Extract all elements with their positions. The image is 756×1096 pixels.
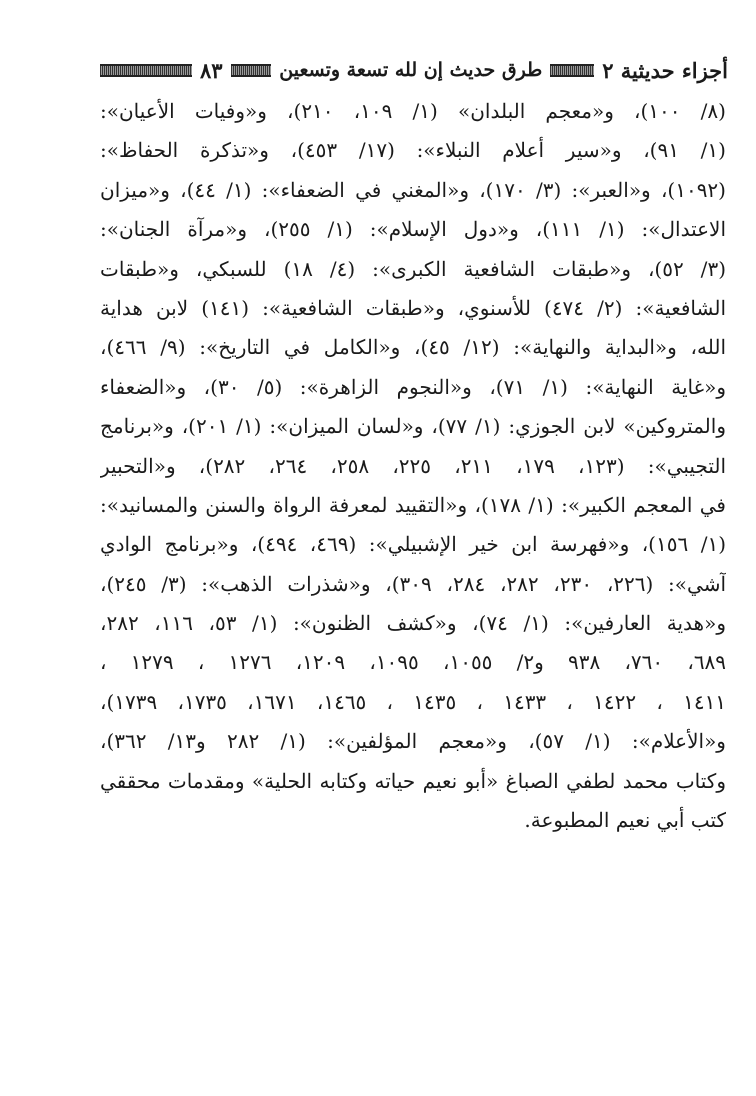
text-line: (٣/ ٥٢)، و«طبقات الشافعية الكبرى»: (٤/ ١٨) للسبكي، و«طبقات <box>100 256 726 281</box>
body-text <box>100 92 726 840</box>
text-line: الله، و«البداية والنهاية»: (١٢/ ٤٥)، و«الكامل في التاريخ»: (٩/ ٤٦٦)، <box>100 335 726 360</box>
chapter-title: طرق حديث إن لله تسعة وتسعين <box>279 59 543 81</box>
text-line: و«هدية العارفين»: (١/ ٧٤)، و«كشف الظنون»: (١/ ٥٣، ١١٦، ٢٨٢، <box>100 611 726 636</box>
text-line: وكتاب محمد لطفي الصباغ «أبو نعيم حياته وكتابه الحلية» ومقدمات محققي <box>100 768 726 793</box>
text-line: ١٤١١ ، ١٤٢٢ ، ١٤٣٣ ، ١٤٣٥ ، ١٤٦٥، ١٦٧١، ١٧٣٥، ١٧٣٩)، <box>100 689 726 714</box>
text-line: (٨/ ١٠٠)، و«معجم البلدان» (١/ ١٠٩، ٢١٠)، و«وفيات الأعيان»: <box>100 99 726 123</box>
running-header <box>100 50 728 90</box>
text-line: (١/ ١٥٦)، و«فهرسة ابن خير الإشبيلي»: (٤٦٩، ٤٩٤)، و«برنامج الوادي <box>100 532 726 557</box>
text-line: و«غاية النهاية»: (١/ ٧١)، و«النجوم الزاهرة»: (٥/ ٣٠)، و«الضعفاء <box>100 374 726 399</box>
text-line: الاعتدال»: (١/ ١١١)، و«دول الإسلام»: (١/ ٢٥٥)، و«مرآة الجنان»: <box>100 217 726 242</box>
text-line: التجيبي»: (١٢٣، ١٧٩، ٢١١، ٢٢٥، ٢٥٨، ٢٦٤، ٢٨٢)، و«التحبير <box>100 453 726 478</box>
text-line: الشافعية»: (٢/ ٤٧٤) للأسنوي، و«طبقات الشافعية»: (١٤١) لابن هداية <box>100 295 726 320</box>
text-line: آشي»: (٢٢٦، ٢٣٠، ٢٨٢، ٢٨٤، ٣٠٩)، و«شذرات الذهب»: (٣/ ٢٤٥)، <box>100 571 726 596</box>
text-line: ٦٨٩، ٧٦٠، ٩٣٨ و٢/ ١٠٥٥، ١٠٩٥، ١٢٠٩، ١٢٧٦ ، ١٢٧٩ ، <box>100 650 726 675</box>
book-title: أجزاء حديثية ٢ <box>602 57 728 83</box>
text-line: (١٠٩٢)، و«العبر»: (٣/ ١٧٠)، و«المغني في الضعفاء»: (١/ ٤٤)، و«ميزان <box>100 177 726 202</box>
header-rule <box>550 64 594 77</box>
text-line: كتب أبي نعيم المطبوعة. <box>524 808 726 833</box>
text-line: في المعجم الكبير»: (١/ ١٧٨)، و«التقييد لمعرفة الرواة والسنن والمسانيد»: <box>100 492 726 517</box>
header-rule <box>100 64 192 77</box>
page-number: ٨٣ <box>200 57 223 83</box>
header-rule <box>231 64 272 77</box>
text-line: و«الأعلام»: (١/ ٥٧)، و«معجم المؤلفين»: (١/ ٢٨٢ و١٣/ ٣٦٢)، <box>100 729 726 754</box>
text-line: (١/ ٩١)، و«سير أعلام النبلاء»: (١٧/ ٤٥٣)، و«تذكرة الحفاظ»: <box>100 138 726 163</box>
text-line: والمتروكين» لابن الجوزي: (١/ ٧٧)، و«لسان الميزان»: (١/ ٢٠١)، و«برنامج <box>100 414 726 439</box>
